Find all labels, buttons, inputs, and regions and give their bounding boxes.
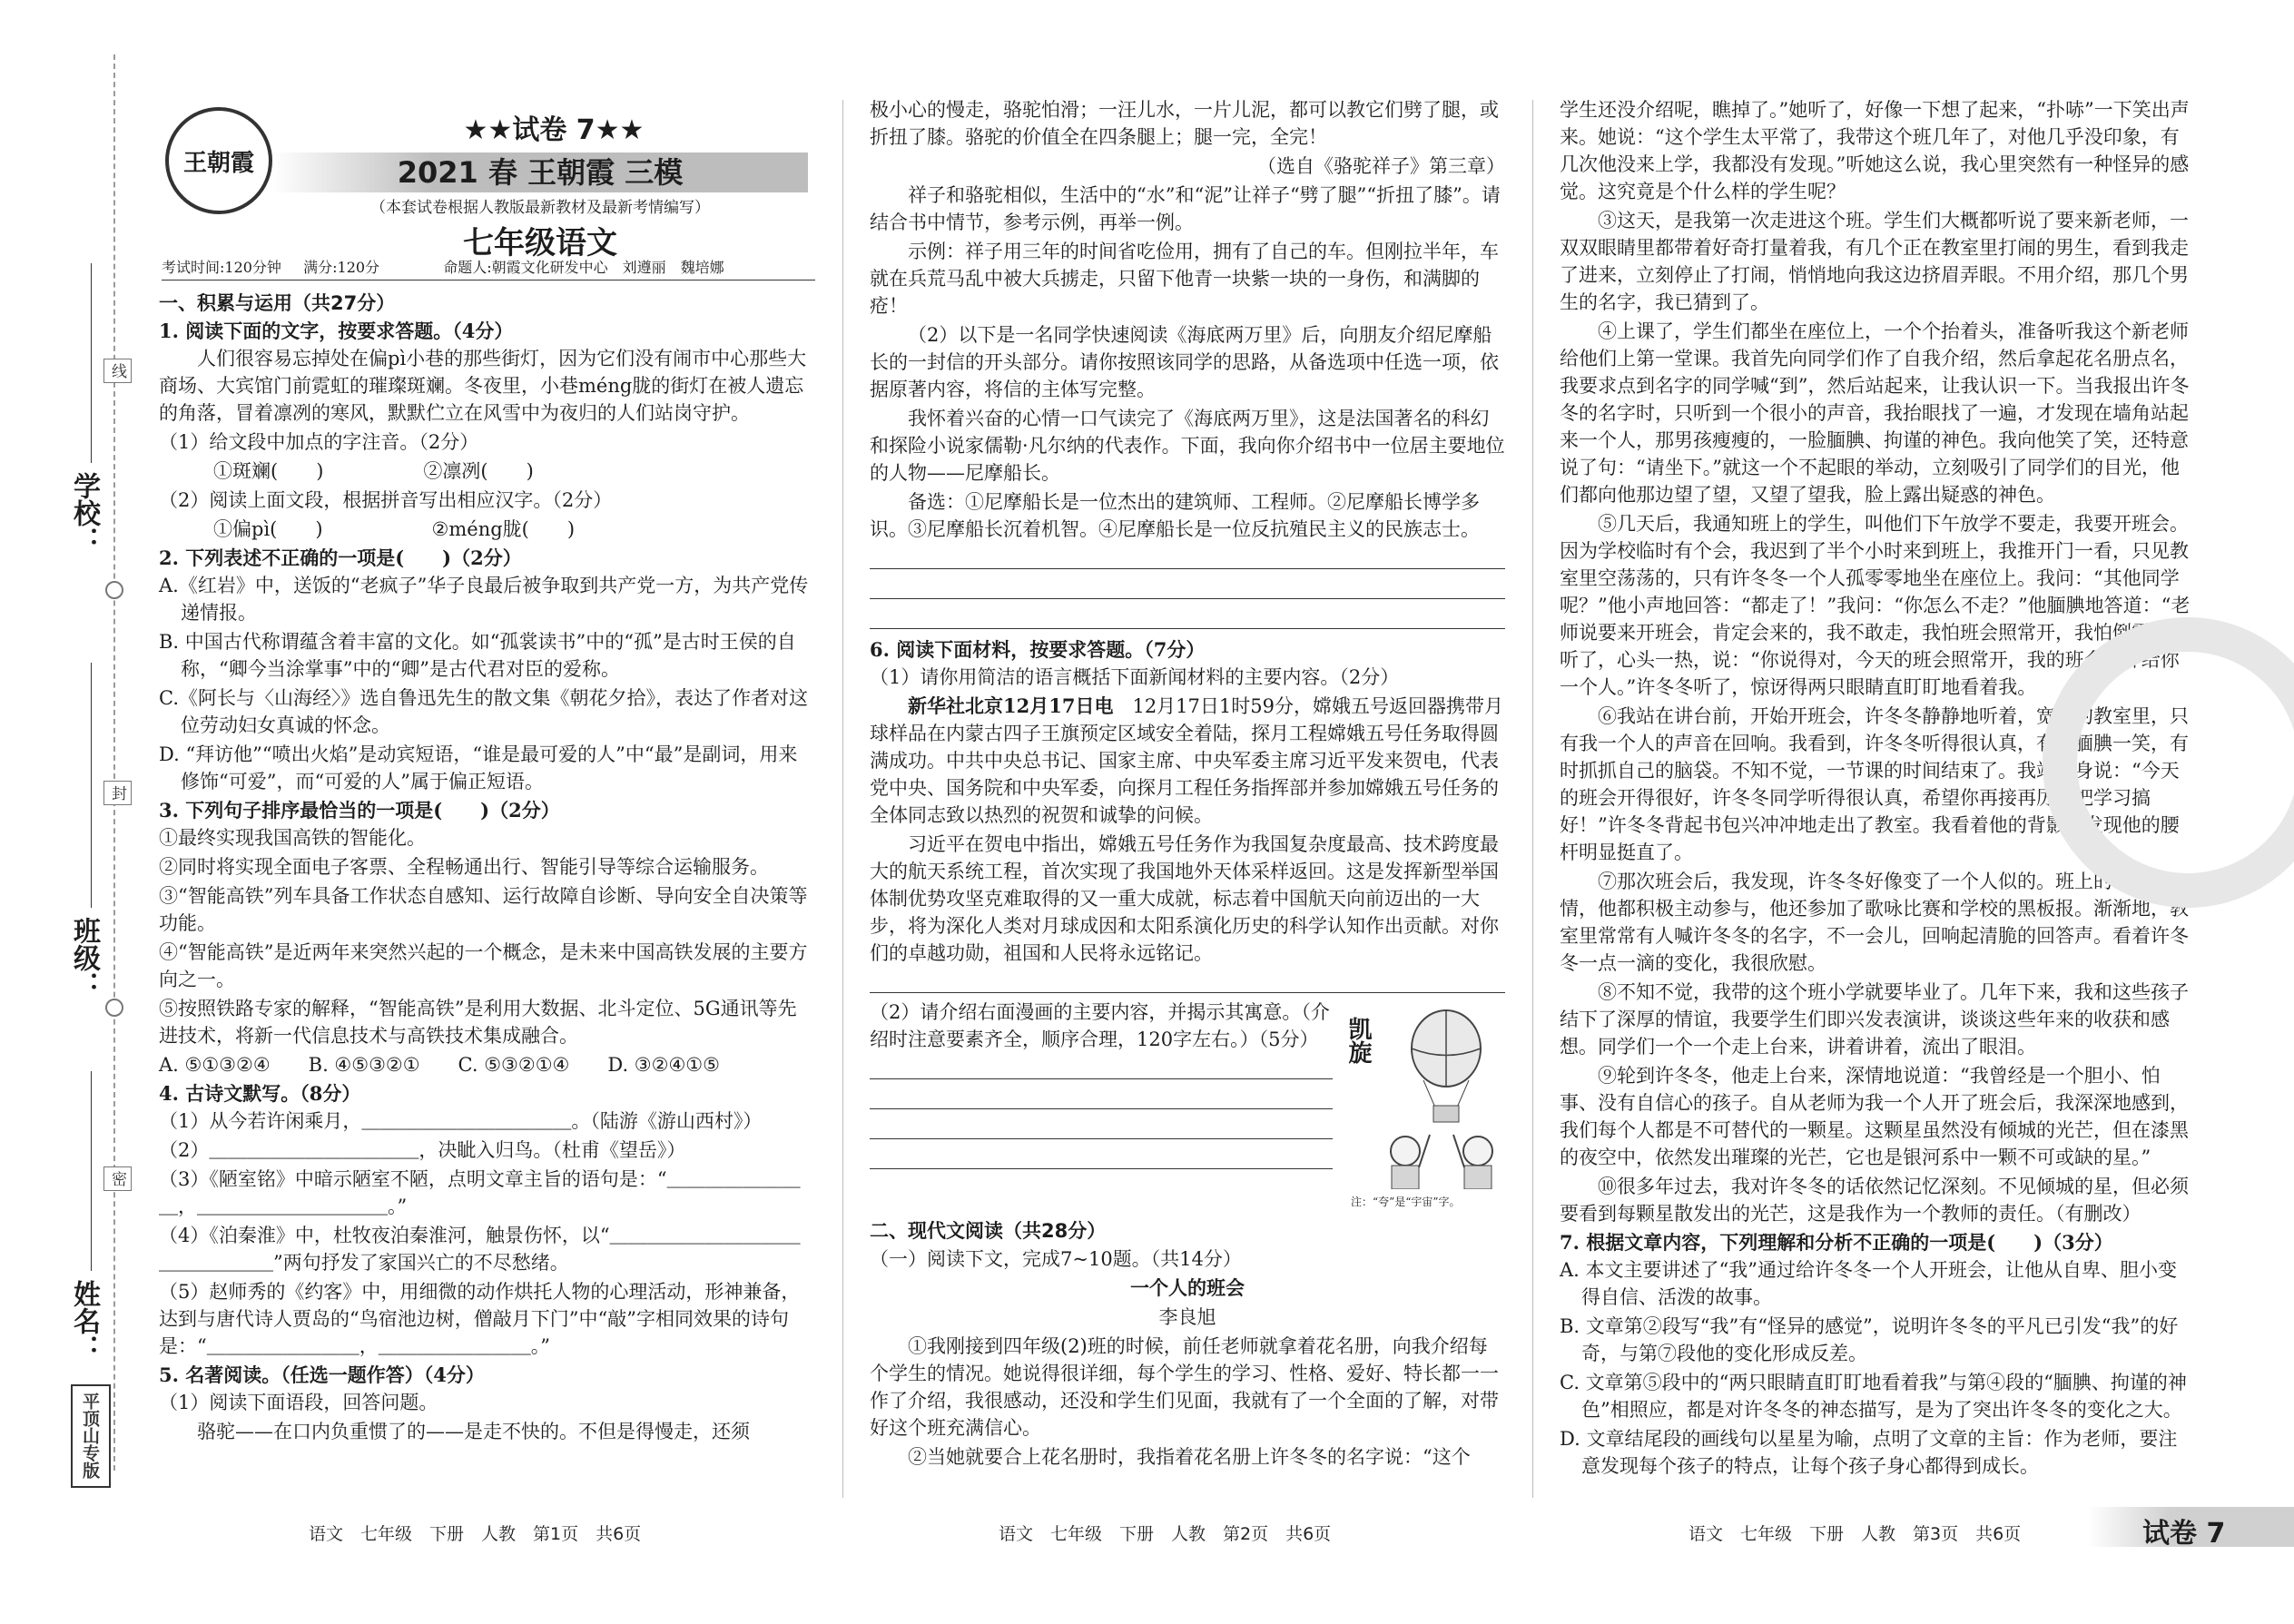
edition-label: 平顶山专版 — [76, 1389, 104, 1482]
logo — [165, 107, 272, 214]
name-label: 姓名： — [68, 1280, 100, 1362]
cartoon — [1333, 999, 1505, 1216]
options-list: 备选：①尼摩船长是一位杰出的建筑师、工程师。②尼摩船长博学多识。③尼摩船长沉着机智。④尼摩船长是一位反抗殖民主义的民族志士。 — [870, 491, 1480, 540]
question-4-4[interactable]: （4）《泊秦淮》中，杜牧夜泊秦淮河，触景伤怀，以“＿＿＿＿＿＿＿＿＿＿＿＿＿＿＿＿”两句抒发了家国兴亡的不尽愁绪。 — [159, 1225, 801, 1274]
section-heading: 一、积累与运用（共27分） — [159, 292, 396, 314]
paper-tag-label: 试卷 7 — [2142, 1518, 2226, 1550]
news-paragraph-1: 新华社北京12月17日电 12月17日1时59分，嫦娥五号返回器携带月球样品在内蒙古四子王旗预定区域安全着陆，探月工程嫦娥五号任务取得圆满成功。中共中央总书记、国家主席、中央军委主席习近平发来贺电，代表党中央、国务院和中央军委，向探月工程任务指挥部并参加嫦娥五号任务的全体同志致以热烈的祝贺和诚挚的问候。 — [870, 694, 1503, 826]
cartoon-title: 凯旋 — [1344, 1017, 1372, 1064]
answer-slot[interactable]: ①偏pì( ) — [213, 518, 323, 540]
question-5: 5. 名著阅读。（任选一题作答）（4分） — [159, 1363, 485, 1386]
class-field[interactable] — [91, 663, 92, 908]
question-4: 4. 古诗文默写。（8分） — [159, 1082, 361, 1105]
seal-mark-mi: 密 — [103, 1166, 132, 1191]
option-b: B. 文章第②段写“我”有“怪异的感觉”，说明许冬冬的平凡已引发“我”的好奇，与第⑦段他的变化形成反差。 — [1560, 1315, 2179, 1364]
article-paragraph: ⑩很多年过去，我对许冬冬的话依然记忆深刻。不见倾城的星，但必须要看到每颗星散发出的光芒，这是我作为一个教师的责任。（有删改） — [1560, 1176, 2189, 1225]
sentence-5: ⑤按照铁路专家的解释，“智能高铁”是利用大数据、北斗定位、5G通讯等先进技术，将新一代信息技术与高铁技术集成融合。 — [159, 998, 797, 1047]
binding-line — [113, 54, 115, 1471]
example-text: 示例：祥子用三年的时间省吃俭用，拥有了自己的车。但刚拉半年，车就在兵荒马乱中被大兵掳走，只留下他青一块紫一块的一身伤，和满脚的疮！ — [870, 241, 1499, 317]
answer-line[interactable] — [870, 575, 1505, 599]
question-7: 7. 根据文章内容，下列理解和分析不正确的一项是( )（3分） — [1560, 1231, 2113, 1254]
question-6-1: （1）请你用简洁的语言概括下面新闻材料的主要内容。（2分） — [870, 666, 1400, 688]
question-4-5[interactable]: （5）赵师秀的《约客》中，用细微的动作烘托人物的心理活动，形神兼备，达到与唐代诗人贾岛的“鸟宿池边树，僧敲月下门”中“敲”字相同效果的诗句是：“＿＿＿＿＿＿＿＿，＿＿＿＿＿＿＿＿。” — [159, 1281, 801, 1357]
option-d: D. 文章结尾段的画线句以星星为喻，点明了文章的主旨：作为老师，要注意发现每个孩子的特点，让每个孩子身心都得到成长。 — [1560, 1428, 2178, 1477]
article-paragraph: ⑨轮到许冬冬，他走上台来，深情地说道：“我曾经是一个胆小、怕事、没有自信心的孩子。自从老师为我一个人开了班会后，我深深地感到，我们每个人都是不可替代的一颗星。这颗星虽然没有倾城的光芒，但在漆黑的夜空中，依然发出璀璨的光芒，它也是银河系中一颗不可或缺的星。” — [1560, 1065, 2189, 1168]
column-divider — [1532, 100, 1533, 1498]
question-5-2: （2）以下是一名同学快速阅读《海底两万里》后，向朋友介绍尼摩船长的一封信的开头部分。请你按照该同学的思路，从备选项中任选一项，依据原著内容，将信的主体写完整。 — [870, 324, 1499, 400]
section-heading: 二、现代文阅读（共28分） — [870, 1220, 1107, 1242]
answer-line[interactable] — [870, 1145, 1333, 1169]
answer-line[interactable] — [870, 605, 1505, 629]
option-a: A.《红岩》中，送饭的“老疯子”华子良最后被争取到共产党一方，为共产党传递情报。 — [159, 575, 809, 624]
question-6-2: （2）请介绍右面漫画的主要内容，并揭示其寓意。（介绍时注意要素齐全，顺序合理，120字左右。）（5分） — [870, 1001, 1330, 1050]
question-5-1-prompt: 祥子和骆驼相似，生活中的“水”和“泥”让祥子“劈了腿”“折扭了膝”。请结合书中情节，参考示例，再举一例。 — [870, 184, 1501, 233]
passage-text: 人们很容易忘掉处在偏pì小巷的那些街灯，因为它们没有闹市中心那些大商场、大宾馆门前霓虹的璀璨斑斓。冬夜里，小巷méng胧的街灯在被人遗忘的角落，冒着凛冽的寒风，默默伫立在风雪中为夜归的人们站岗守护。 — [159, 348, 807, 424]
sentence-3: ③“智能高铁”列车具备工作状态自感知、运行故障自诊断、导向安全自决策等功能。 — [159, 885, 808, 934]
question-1-1: （1）给文段中加点的字注音。（2分） — [159, 431, 479, 453]
article-paragraph: 学生还没介绍呢，瞧掉了。”她听了，好像一下想了起来，“扑哧”一下笑出声来。她说：“这个学生太平常了，我带这个班几年了，对他几乎没印象，有几次他没来上学，我都没有发现。”听她这么说，我心里突然有一种怪异的感觉。这究竟是个什么样的学生呢？ — [1560, 99, 2190, 202]
article-paragraph: ⑦那次班会后，我发现，许冬冬好像变了一个人似的。班上的许多事情，他都积极主动参与，他还参加了歌咏比赛和学校的黑板报。渐渐地，教室里常常有人喊许冬冬的名字，不一会儿，回响起清脆的回答声。看着许冬冬一点一滴的变化，我很欣慰。 — [1560, 871, 2189, 974]
article-author: 李良旭 — [1158, 1306, 1216, 1328]
answer-line[interactable] — [870, 1115, 1333, 1139]
article-paragraph: ④上课了，学生们都坐在座位上，一个个抬着头，准备听我这个新老师给他们上第一堂课。我首先向同学们作了自我介绍，然后拿起花名册点名，我要求点到名字的同学喊“到”，然后站起来，让我认识一下。当我报出许冬冬的名字时，只听到一个很小的声音，我抬眼找了一遍，才发现在墙角站起来一个人，那男孩瘦瘦的，一脸腼腆、拘谨的神色。我向他笑了笑，还特意说了句：“请坐下。”就这一个不起眼的举动，立刻吸引了同学们的目光，他们都向他那边望了望，又望了望我，脸上露出疑惑的神色。 — [1560, 320, 2190, 506]
paper-label: ★★试卷 7★★ — [463, 114, 645, 146]
paper-tag — [2088, 1507, 2294, 1550]
sentence-1: ①最终实现我国高铁的智能化。 — [159, 827, 426, 849]
option-b: B. 中国古代称谓蕴含着丰富的文化。如“孤裳读书”中的“孤”是古时王侯的自称，“卿今当涂掌事”中的“卿”是古代君对臣的爱称。 — [159, 631, 796, 680]
article-paragraph: ⑧不知不觉，我带的这个班小学就要毕业了。几年下来，我和这些孩子结下了深厚的情谊，我要学生们即兴发表演讲，谈谈这些年来的收获和感想。同学们一个一个走上台来，讲着讲着，流出了眼泪。 — [1560, 981, 2189, 1058]
question-3-options: A. ⑤①③②④ B. ④⑤③②① C. ⑤③②①④ D. ③②④①⑤ — [159, 1054, 720, 1076]
question-4-3[interactable]: （3）《陋室铭》中暗示陋室不陋，点明文章主旨的语句是：“＿＿＿＿＿＿＿＿，＿＿＿＿＿＿＿＿＿＿。” — [159, 1168, 801, 1217]
binding-hole — [105, 581, 123, 599]
main-title: 2021 春 王朝霞 三模 — [397, 155, 684, 190]
article-paragraph: ①我刚接到四年级(2)班的时候，前任老师就拿着花名册，向我介绍每个学生的情况。她说得很详细，每个学生的学习、性格、爱好、特长都一一作了介绍，我很感动，还没和学生们见面，我就有了一个全面的了解，对带好这个班充满信心。 — [870, 1335, 1499, 1439]
answer-slot[interactable]: ②méng胧( ) — [431, 518, 576, 540]
novel-excerpt-cont: 极小心的慢走，骆驼怕滑；一汪儿水，一片儿泥，都可以教它们劈了腿，或折扭了膝。骆驼的价值全在四条腿上；腿一完，全完！ — [870, 99, 1499, 148]
question-1: 1. 阅读下面的文字，按要求答题。（4分） — [159, 320, 514, 342]
exam-note: （本套试卷根据人教版最新教材及最新考情编写） — [370, 199, 710, 217]
class-label: 班级： — [68, 917, 100, 999]
letter-opening: 我怀着兴奋的心情一口气读完了《海底两万里》，这是法国著名的科幻和探险小说家儒勒·凡尔纳的代表作。下面，我向你介绍书中一位居主要地位的人物——尼摩船长。 — [870, 408, 1505, 484]
full-score: 满分:120分 — [303, 259, 380, 276]
seal-mark-xian: 线 — [103, 359, 132, 383]
answer-slot[interactable]: ②凛冽( ) — [423, 460, 534, 482]
page-footer-1: 语文 七年级 下册 人教 第1页 共6页 — [309, 1524, 642, 1544]
column-1 — [159, 289, 812, 1447]
header-rule — [162, 280, 815, 281]
answer-line[interactable] — [870, 969, 1505, 993]
page-footer-3: 语文 七年级 下册 人教 第3页 共6页 — [1689, 1524, 2022, 1544]
option-d: D. “拜访他”“喷出火焰”是动宾短语，“谁是最可爱的人”中“最”是副词，用来修饰“可爱”，而“可爱的人”属于偏正短语。 — [159, 743, 798, 792]
name-field[interactable] — [91, 1071, 92, 1271]
question-1-2-items — [159, 516, 812, 543]
question-6: 6. 阅读下面材料，按要求答题。（7分） — [870, 638, 1206, 661]
question-5-1: （1）阅读下面语段，回答问题。 — [159, 1392, 438, 1413]
option-c: C.《阿长与〈山海经〉》选自鲁迅先生的散文集《朝花夕拾》，表达了作者对这位劳动妇女真诚的怀念。 — [159, 687, 808, 736]
novel-excerpt: 骆驼——在口内负重惯了的——是走不快的。不但是得慢走，还须 — [197, 1421, 750, 1442]
seal-mark-feng: 封 — [103, 781, 132, 805]
question-3: 3. 下列句子排序最恰当的一项是( )（2分） — [159, 799, 560, 822]
cartoon-note: 注：“夸”是“宇宙”字。 — [1351, 1196, 1461, 1208]
article-paragraph: ②当她就要合上花名册时，我指着花名册上许冬冬的名字说：“这个 — [908, 1446, 1471, 1468]
column-2 — [870, 96, 1505, 1472]
cartoon-image — [1373, 1008, 1510, 1189]
answer-line[interactable] — [870, 1055, 1333, 1079]
option-a: A. 本文主要讲述了“我”通过给许冬冬一个人开班会，让他从自卑、胆小变得自信、活泼的故事。 — [1560, 1259, 2177, 1308]
answer-line[interactable] — [870, 545, 1505, 569]
question-4-1[interactable]: （1）从今若许闲乘月，＿＿＿＿＿＿＿＿＿＿＿。（陆游《游山西村》） — [159, 1110, 763, 1132]
binding-hole — [105, 999, 123, 1017]
answer-line[interactable] — [870, 1085, 1333, 1109]
sentence-2: ②同时将实现全面电子客票、全程畅通出行、智能引导等综合运输服务。 — [159, 856, 769, 878]
column-divider — [842, 100, 843, 1498]
question-6-2-block — [870, 999, 1505, 1216]
reading-instruction: （一）阅读下文，完成7~10题。（共14分） — [870, 1248, 1242, 1270]
article-paragraph: ⑥我站在讲台前，开始开班会，许冬冬静静地听着，宽敞的教室里，只有我一个人的声音在回响。我看到，许冬冬听得很认真，有时腼腆一笑，有时抓抓自己的脑袋。不知不觉，一节课的时间结束了。我站起身说：“今天的班会开得很好，许冬冬同学听得很认真，希望你再接再厉，把学习搞好！”许冬冬背起书包兴冲冲地走出了教室。我看着他的背影，发现他的腰杆明显挺直了。 — [1560, 705, 2189, 863]
subject-title: 七年级语文 — [463, 225, 617, 261]
question-4-2[interactable]: （2）＿＿＿＿＿＿＿＿＿＿＿，决眦入归鸟。（杜甫《望岳》） — [159, 1139, 686, 1161]
question-6-2-left — [870, 999, 1333, 1216]
authors: 命题人:朝霞文化研发中心 刘遵丽 魏培娜 — [443, 259, 724, 276]
question-1-1-items — [159, 458, 812, 485]
logo-text: 王朝霞 — [182, 149, 254, 177]
answer-slot[interactable]: ①斑斓( ) — [213, 460, 324, 482]
page-footer-2: 语文 七年级 下册 人教 第2页 共6页 — [999, 1524, 1332, 1544]
article-source: （有删改） — [2055, 1203, 2141, 1225]
question-2: 2. 下列表述不正确的一项是( )（2分） — [159, 546, 522, 569]
question-1-2: （2）阅读上面文段，根据拼音写出相应汉字。（2分） — [159, 489, 613, 511]
school-field[interactable] — [91, 263, 92, 463]
article-paragraph: ③这天，是我第一次走进这个班。学生们大概都听说了要来新老师，一双双眼睛里都带着好奇打量着我，有几个正在教室里打闹的男生，看到我走了进来，立刻停止了打闹，悄悄地向我这边挤眉弄眼。不用介绍，那几个男生的名字，我已猜到了。 — [1560, 210, 2189, 313]
news-paragraph-2: 习近平在贺电中指出，嫦娥五号任务作为我国复杂度最高、技术跨度最大的航天系统工程，首次实现了我国地外天体采样返回。这是发挥新型举国体制优势攻坚克难取得的又一重大成就，标志着中国航天向前迈出的一大步，将为深化人类对月球成因和太阳系演化历史的科学认知作出贡献。对你们的卓越功勋，祖国和人民将永远铭记。 — [870, 833, 1499, 964]
news-dateline: 新华社北京12月17日电 — [908, 694, 1114, 717]
exam-time: 考试时间:120分钟 — [162, 259, 281, 276]
option-c: C. 文章第⑤段中的“两只眼睛直盯盯地看着我”与第④段的“腼腆、拘谨的神色”相照应，都是对许冬冬的神态描写，是为了突出许冬冬的变化之大。 — [1560, 1372, 2187, 1421]
article-paragraph: ⑤几天后，我通知班上的学生，叫他们下午放学不要走，我要开班会。因为学校临时有个会，我迟到了半个小时来到班上，我推开门一看，只见教室里空荡荡的，只有许冬冬一个人孤零零地坐在座位上。我问：“其他同学呢？”他小声地回答：“都走了！”我问：“你怎么不走？”他腼腆地答道：“老师说要来开班会，肯定会来的，我不敢走，我怕班会照常开，我怕倒霉。”我听了，心头一热，说：“你说得对，今天的班会照常开，我的班会就开给你一个人。”许冬冬听了，惊讶得两只眼睛直盯盯地看着我。 — [1560, 513, 2191, 698]
school-label: 学校： — [68, 472, 100, 554]
excerpt-source: （选自《骆驼祥子》第三章） — [1257, 155, 1505, 177]
exam-meta — [162, 256, 815, 277]
sentence-4: ④“智能高铁”是近两年来突然兴起的一个概念，是未来中国高铁发展的主要方向之一。 — [159, 941, 808, 990]
article-title: 一个人的班会 — [1130, 1276, 1245, 1299]
